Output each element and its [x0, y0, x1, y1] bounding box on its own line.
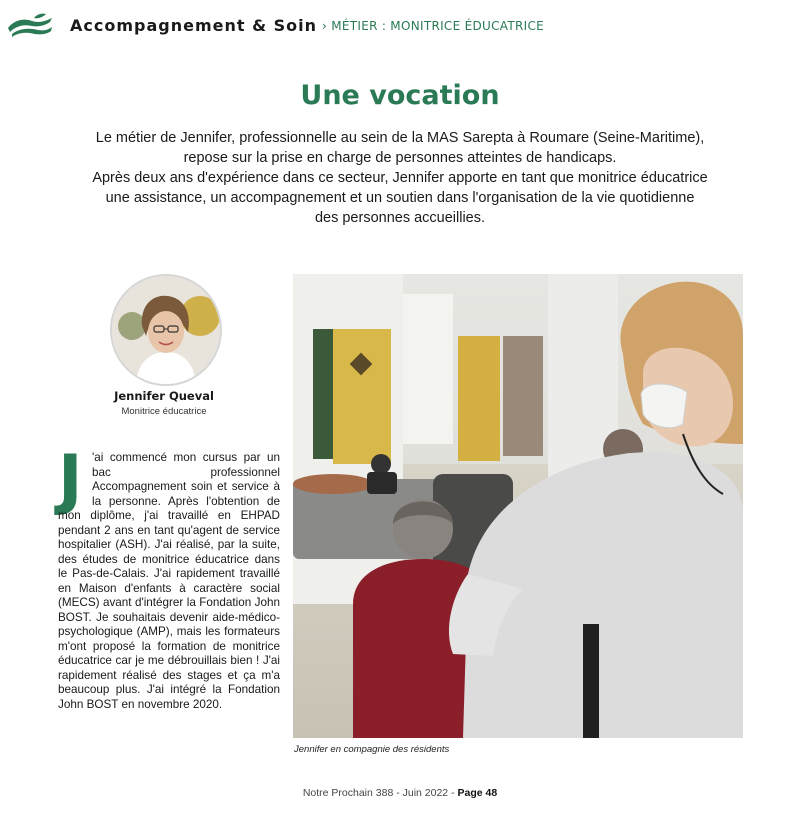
hand-leaf-logo-icon: [6, 12, 56, 40]
page-header: [0, 0, 800, 50]
page-footer: [0, 787, 800, 799]
intro-line: une assistance, un accompagnement et un soutien dans l'organisation de la vie quotidienne: [105, 190, 695, 206]
section-subtitle: › MÉTIER : MONITRICE ÉDUCATRICE: [322, 19, 545, 33]
article-body-text: 'ai commencé mon cursus par un bac professionnel Accompagnement soin et service à la personne. Après l'obtention de mon diplôme, j'ai travaillé en EHPAD pendant 2 ans en tant qu'agent de service hospitalier (ASH). J'ai réalisé, par la suite, des études de monitrice éducatrice dans le Pas-de-Calais. J'ai rapidement travaillé en Maison d'enfants à caractère social (MECS) avant d'intégrer la Fondation John BOST. Je souhaitais devenir aide-médico-psychologique (AMP), mais les formateurs m'ont proposé la formation de monitrice éducatrice car je me débrouillais bien ! J'ai rapidement réalisé des stages et ça m'a beaucoup plus. J'ai intégré la Fondation John BOST en novembre 2020.: [58, 451, 280, 711]
profile-role: Monitrice éducatrice: [121, 406, 207, 417]
article-title: Une vocation: [300, 80, 500, 111]
residents-photo-image: [293, 274, 743, 738]
article-intro: [60, 128, 740, 228]
section-title: Accompagnement & Soin: [70, 16, 318, 35]
photo-caption: Jennifer en compagnie des résidents: [294, 744, 450, 755]
drop-cap: J: [58, 441, 83, 518]
article-body: [58, 441, 280, 712]
publication-info: Notre Prochain 388 - Juin 2022 -: [302, 787, 458, 799]
intro-line: repose sur la prise en charge de personnes atteintes de handicaps.: [183, 150, 617, 166]
profile-avatar: [110, 274, 222, 386]
intro-line: Après deux ans d'expérience dans ce secteur, Jennifer apporte en tant que monitrice éducatrice: [92, 170, 708, 186]
profile-name: Jennifer Queval: [114, 389, 214, 403]
article-photo: [293, 274, 743, 738]
dropcap-spacer: [58, 441, 92, 518]
profile-portrait-image: [112, 276, 220, 384]
intro-line: Le métier de Jennifer, professionnelle au sein de la MAS Sarepta à Roumare (Seine-Maritime),: [95, 130, 705, 146]
intro-line: des personnes accueillies.: [314, 210, 486, 226]
page-number: Page 48: [457, 787, 498, 799]
